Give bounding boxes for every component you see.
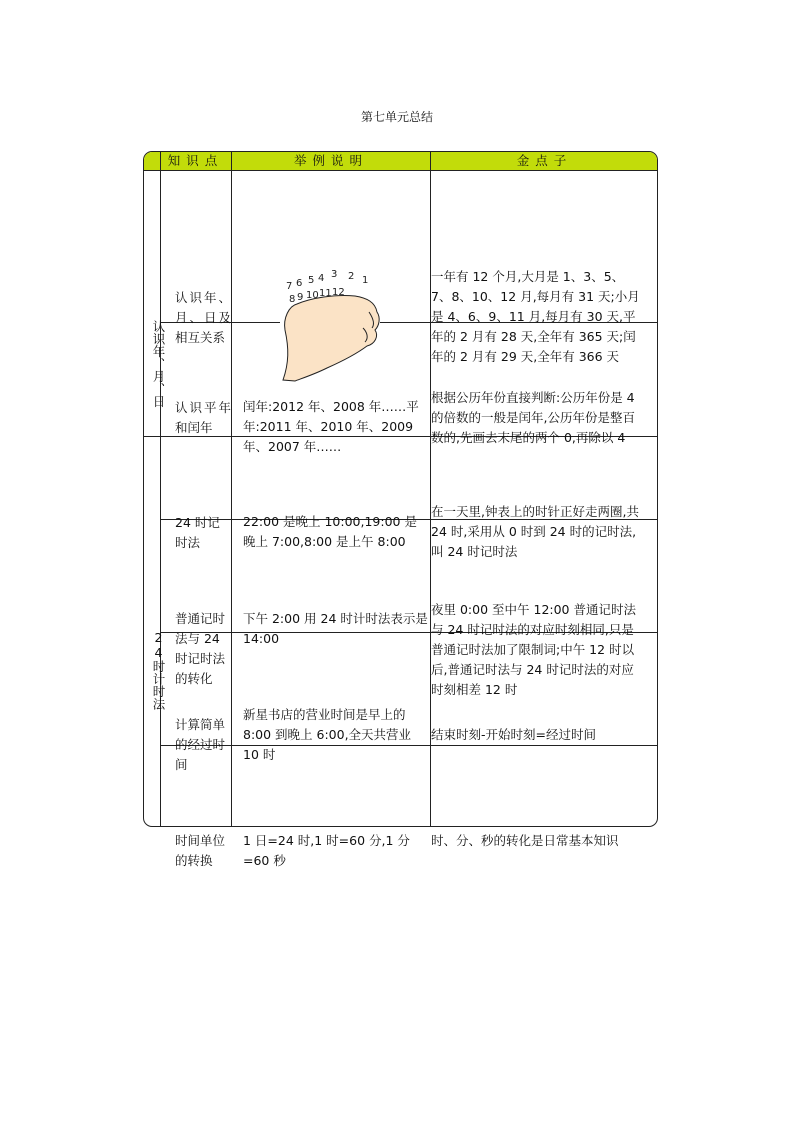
row4-tip: 夜里 0:00 至中午 12:00 普通记时法与 24 时记时法的对应时刻相同,只是普通记时法加了限制词;中午 12 时以后,普通记时法与 24 时记时法的对应时刻相差 12 时 xyxy=(431,602,636,697)
hand-number: 11 xyxy=(319,288,332,299)
row5-tip: 结束时刻-开始时刻=经过时间 xyxy=(431,727,596,742)
row3-tip: 在一天里,钟表上的时针正好走两圈,共 24 时,采用从 0 时到 24 时的记时法,叫 24 时记时法 xyxy=(431,504,639,559)
row4-example: 下午 2:00 用 24 时计时法表示是 14:00 xyxy=(243,611,428,646)
row4-topic: 普通记时法与 24 时记时法的转化 xyxy=(175,611,226,686)
row2-topic: 认识平年和闰年 xyxy=(175,400,231,435)
page-title: 第七单元总结 xyxy=(360,110,433,124)
row3-example: 22:00 是晚上 10:00,19:00 是晚上 7:00,8:00 是上午 8:00 xyxy=(243,514,417,549)
row1-topic: 认识年、月、日及相互关系 xyxy=(175,290,231,345)
row6-example: 1 日=24 时,1 时=60 分,1 分=60 秒 xyxy=(243,833,410,868)
row1-tip: 一年有 12 个月,大月是 1、3、5、7、8、10、12 月,每月有 31 天;小月是 4、6、9、11 月,每月有 30 天,平年的 2 月有 28 天,全年有 365 天;闰年的 2 月有 29 天,全年有 366 天 xyxy=(431,269,640,364)
row3-topic: 24 时记时法 xyxy=(175,515,220,550)
row5-topic: 计算简单的经过时间 xyxy=(175,717,226,772)
hand-number: 9 xyxy=(297,292,304,303)
group-label-24-hour: 24时计时法 xyxy=(151,630,166,710)
grid-vline-hdr xyxy=(160,152,161,170)
hand-number: 7 xyxy=(286,281,293,292)
hand-number: 12 xyxy=(332,287,345,298)
row2-tip: 根据公历年份直接判断:公历年份是 4 的倍数的一般是闰年,公历年份是整百数的,先画去末尾的两个 0,再除以 4 xyxy=(431,390,635,445)
header-tips: 金点子 xyxy=(516,153,573,168)
hand-number: 1 xyxy=(362,275,369,286)
header-example: 举例说明 xyxy=(293,153,368,168)
grid-vline-1 xyxy=(160,170,161,827)
row2-example: 闰年:2012 年、2008 年……平年:2011 年、2010 年、2009 年、2007 年…… xyxy=(243,399,419,454)
hand-number: 10 xyxy=(306,290,319,301)
fist-month-illustration xyxy=(275,268,385,383)
header-knowledge-point: 知识点 xyxy=(167,153,224,168)
hand-number: 8 xyxy=(289,294,296,305)
hand-number: 6 xyxy=(296,278,303,289)
hand-number: 5 xyxy=(308,275,315,286)
row6-topic: 时间单位的转换 xyxy=(175,833,226,868)
group-label-year-month-day: 认识年、月、日 xyxy=(151,320,166,408)
hand-number: 3 xyxy=(331,269,338,280)
row5-example: 新星书店的营业时间是早上的 8:00 到晚上 6:00,全天共营业 10 时 xyxy=(243,707,412,762)
hand-number: 4 xyxy=(318,273,325,284)
grid-vline-2 xyxy=(231,152,232,827)
hand-number: 2 xyxy=(348,271,355,282)
row6-tip: 时、分、秒的转化是日常基本知识 xyxy=(431,833,619,848)
